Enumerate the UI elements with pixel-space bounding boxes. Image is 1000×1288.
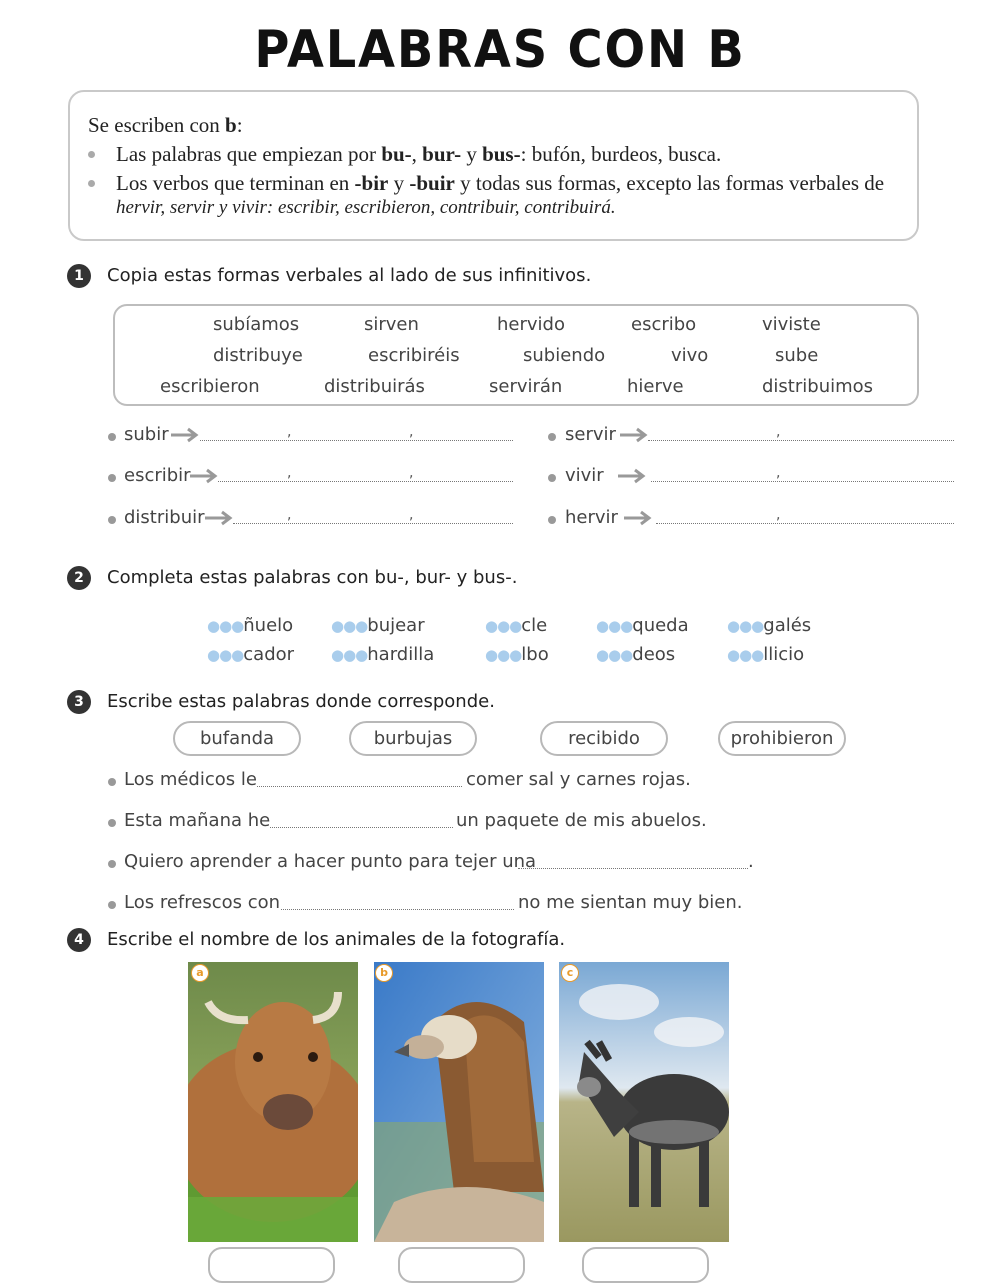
fragment-text: galés bbox=[763, 615, 812, 636]
fragment-text: cador bbox=[243, 644, 295, 665]
word-fragment[interactable] bbox=[207, 615, 293, 636]
comma: , bbox=[776, 465, 781, 481]
word: sirven bbox=[364, 314, 419, 335]
arrow-right-icon bbox=[190, 468, 220, 484]
rule-bullet bbox=[88, 151, 95, 158]
photo-tag: b bbox=[375, 964, 393, 982]
sentence-end: no me sientan muy bien. bbox=[518, 892, 743, 913]
comma: , bbox=[776, 424, 781, 440]
comma: , bbox=[776, 507, 781, 523]
answer-box[interactable] bbox=[398, 1247, 525, 1283]
blank-dots: ●●● bbox=[596, 646, 633, 664]
infinitive-label: hervir bbox=[565, 507, 618, 528]
rule-text: , bbox=[411, 142, 423, 166]
rule-bold: -bir bbox=[354, 171, 389, 195]
rule-bold: bus- bbox=[482, 142, 521, 166]
photo-tag: a bbox=[191, 964, 209, 982]
arrow-right-icon bbox=[624, 510, 654, 526]
answer-line[interactable] bbox=[656, 523, 954, 524]
word: subiendo bbox=[523, 345, 606, 366]
fragment-text: deos bbox=[632, 644, 676, 665]
rule-text: y bbox=[461, 142, 483, 166]
rule-text: y todas sus formas, excepto las formas verbales de bbox=[454, 171, 885, 195]
answer-line[interactable] bbox=[651, 481, 954, 482]
sentence-start: Esta mañana he bbox=[124, 810, 271, 831]
word-fragment[interactable] bbox=[727, 615, 811, 636]
bullet bbox=[108, 516, 116, 524]
word: servirán bbox=[489, 376, 563, 397]
sentence-end: un paquete de mis abuelos. bbox=[456, 810, 707, 831]
word: distribuye bbox=[213, 345, 303, 366]
comma: , bbox=[409, 507, 414, 523]
answer-line[interactable] bbox=[648, 440, 954, 441]
comma: , bbox=[287, 424, 292, 440]
word-option-pill[interactable]: prohibieron bbox=[718, 721, 846, 756]
fragment-text: llicio bbox=[763, 644, 805, 665]
word-fragment[interactable] bbox=[207, 644, 294, 665]
infinitive-label: escribir bbox=[124, 465, 191, 486]
bullet bbox=[108, 901, 116, 909]
arrow-right-icon bbox=[205, 510, 235, 526]
comma: , bbox=[287, 465, 292, 481]
word: escribiréis bbox=[368, 345, 460, 366]
answer-line[interactable] bbox=[233, 523, 513, 524]
rule-item-2 bbox=[116, 171, 906, 196]
infinitive-label: servir bbox=[565, 424, 616, 445]
answer-line[interactable] bbox=[518, 868, 748, 869]
sentence-start: Los refrescos con bbox=[124, 892, 281, 913]
blank-dots: ●●● bbox=[485, 617, 522, 635]
arrow-right-icon bbox=[620, 427, 650, 443]
rule-item-1 bbox=[116, 142, 721, 167]
photo-tag: c bbox=[561, 964, 579, 982]
rule-text: Los verbos que terminan en bbox=[116, 171, 355, 195]
rule-text: Las palabras que empiezan por bbox=[116, 142, 382, 166]
sentence-start: Los médicos le bbox=[124, 769, 257, 790]
fragment-text: cle bbox=[521, 615, 548, 636]
rule-bold: bur- bbox=[422, 142, 462, 166]
word-fragment[interactable] bbox=[485, 615, 547, 636]
answer-line[interactable] bbox=[270, 827, 453, 828]
exercise-4-heading: Escribe el nombre de los animales de la fotografía. bbox=[107, 929, 566, 950]
answer-box[interactable] bbox=[208, 1247, 335, 1283]
answer-line[interactable] bbox=[257, 786, 462, 787]
fragment-text: ñuelo bbox=[243, 615, 294, 636]
rule-bullet bbox=[88, 180, 95, 187]
word: distribuimos bbox=[762, 376, 874, 397]
word-option-pill[interactable]: bufanda bbox=[173, 721, 301, 756]
answer-box[interactable] bbox=[582, 1247, 709, 1283]
fragment-text: queda bbox=[632, 615, 689, 636]
word: hervido bbox=[497, 314, 565, 335]
exercise-number: 4 bbox=[67, 928, 91, 952]
word: distribuirás bbox=[324, 376, 425, 397]
blank-dots: ●●● bbox=[596, 617, 633, 635]
word: hierve bbox=[627, 376, 684, 397]
word: sube bbox=[775, 345, 819, 366]
word-fragment[interactable] bbox=[596, 615, 689, 636]
fragment-text: lbo bbox=[521, 644, 549, 665]
bullet bbox=[108, 778, 116, 786]
bullet bbox=[108, 433, 116, 441]
rule-text: : bufón, burdeos, busca. bbox=[520, 142, 722, 166]
word-fragment[interactable] bbox=[485, 644, 549, 665]
blank-dots: ●●● bbox=[485, 646, 522, 664]
answer-line[interactable] bbox=[218, 481, 513, 482]
exercise-number: 2 bbox=[67, 566, 91, 590]
comma: , bbox=[409, 424, 414, 440]
bullet bbox=[108, 860, 116, 868]
comma: , bbox=[409, 465, 414, 481]
answer-line[interactable] bbox=[200, 440, 513, 441]
blank-dots: ●●● bbox=[331, 646, 368, 664]
blank-dots: ●●● bbox=[727, 646, 764, 664]
word-fragment[interactable] bbox=[727, 644, 804, 665]
bullet bbox=[108, 474, 116, 482]
donkey-photo bbox=[559, 962, 729, 1242]
sentence-end: . bbox=[748, 851, 754, 872]
sentence-end: comer sal y carnes rojas. bbox=[466, 769, 691, 790]
rule-bold: -buir bbox=[409, 171, 455, 195]
bullet bbox=[548, 516, 556, 524]
rule-intro-bold: b bbox=[225, 113, 237, 137]
word: escribo bbox=[631, 314, 697, 335]
rule-text: y bbox=[388, 171, 410, 195]
exercise-3-heading: Escribe estas palabras donde corresponde. bbox=[107, 691, 495, 712]
arrow-right-icon bbox=[618, 468, 648, 484]
rule-intro-text: Se escriben con bbox=[88, 113, 226, 137]
page-title: PALABRAS CON B bbox=[254, 20, 746, 80]
sentence-start: Quiero aprender a hacer punto para tejer una bbox=[124, 851, 537, 872]
cow-photo bbox=[188, 962, 358, 1242]
word-fragment[interactable] bbox=[596, 644, 675, 665]
fragment-text: hardilla bbox=[367, 644, 435, 665]
word: subíamos bbox=[213, 314, 300, 335]
fragment-text: bujear bbox=[367, 615, 425, 636]
rule-bold: bu- bbox=[381, 142, 412, 166]
rule-intro bbox=[88, 113, 243, 138]
word-fragment[interactable] bbox=[331, 615, 425, 636]
rule-item-2-line2: hervir, servir y vivir: escribir, escribieron, contribuir, contribuirá. bbox=[116, 197, 616, 218]
blank-dots: ●●● bbox=[207, 617, 244, 635]
answer-line[interactable] bbox=[281, 909, 514, 910]
blank-dots: ●●● bbox=[727, 617, 764, 635]
exercise-2-heading: Completa estas palabras con bu-, bur- y bus-. bbox=[107, 567, 518, 588]
word: viviste bbox=[762, 314, 821, 335]
arrow-right-icon bbox=[171, 427, 201, 443]
blank-dots: ●●● bbox=[331, 617, 368, 635]
word-fragment[interactable] bbox=[331, 644, 434, 665]
infinitive-label: distribuir bbox=[124, 507, 205, 528]
word: vivo bbox=[671, 345, 709, 366]
bullet bbox=[108, 819, 116, 827]
word: escribieron bbox=[160, 376, 260, 397]
bullet bbox=[548, 474, 556, 482]
word-option-pill[interactable]: recibido bbox=[540, 721, 668, 756]
blank-dots: ●●● bbox=[207, 646, 244, 664]
infinitive-label: vivir bbox=[565, 465, 604, 486]
infinitive-label: subir bbox=[124, 424, 169, 445]
rule-intro-end: : bbox=[236, 113, 243, 137]
exercise-number: 1 bbox=[67, 264, 91, 288]
vulture-photo bbox=[374, 962, 544, 1242]
exercise-1-heading: Copia estas formas verbales al lado de sus infinitivos. bbox=[107, 265, 592, 286]
comma: , bbox=[287, 507, 292, 523]
word-option-pill[interactable]: burbujas bbox=[349, 721, 477, 756]
bullet bbox=[548, 433, 556, 441]
exercise-number: 3 bbox=[67, 690, 91, 714]
